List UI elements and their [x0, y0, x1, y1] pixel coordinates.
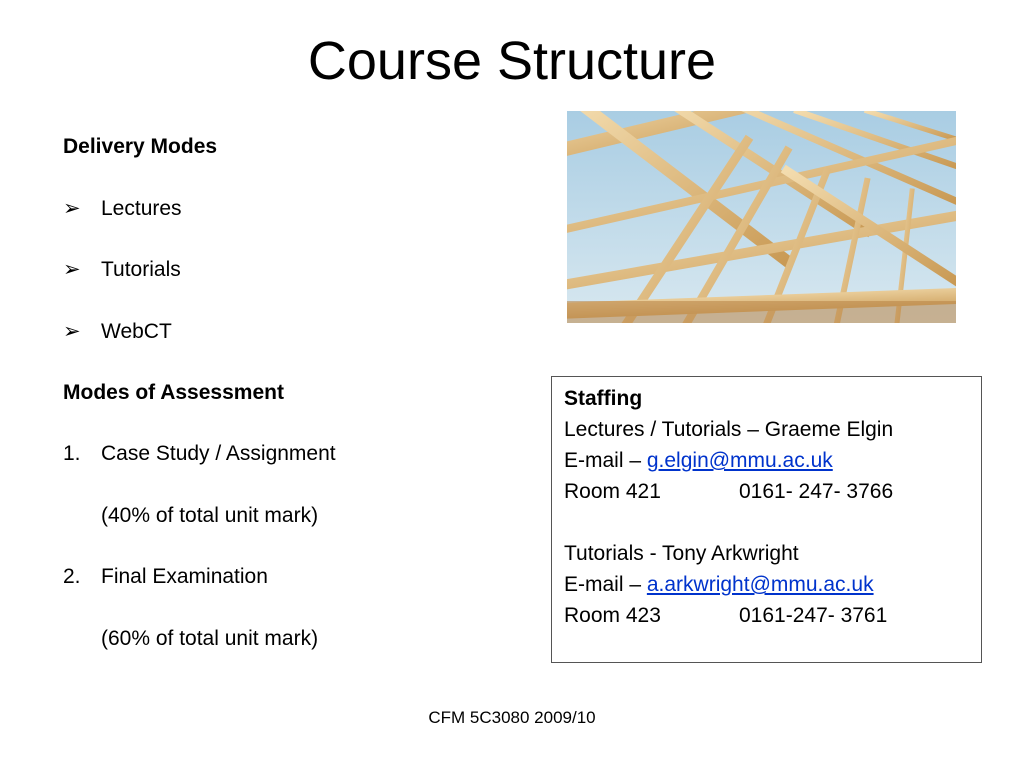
- arrow-bullet-icon: ➢: [63, 258, 81, 281]
- slide-footer: CFM 5C3080 2009/10: [428, 708, 596, 727]
- lecturer-phone: 0161- 247- 3766: [739, 480, 894, 503]
- delivery-item-lectures: Lectures: [101, 197, 182, 220]
- roof-timber-frame-photo: [567, 111, 956, 323]
- assessment-item-label: Case Study / Assignment: [101, 442, 336, 465]
- arrow-bullet-icon: ➢: [63, 320, 81, 343]
- tutor-email-link[interactable]: a.arkwright@mmu.ac.uk: [646, 573, 874, 596]
- slide-title: Course Structure: [307, 31, 717, 91]
- tutor-line: Tutorials - Tony Arkwright: [564, 542, 799, 565]
- staffing-heading: Staffing: [564, 387, 643, 410]
- delivery-modes-heading: Delivery Modes: [63, 135, 218, 158]
- lecturer-line: Lectures / Tutorials – Graeme Elgin: [564, 418, 894, 441]
- tutor-room: Room 423: [564, 604, 661, 627]
- delivery-item-tutorials: Tutorials: [101, 258, 181, 281]
- delivery-item-webct: WebCT: [101, 320, 172, 343]
- lecturer-email-row: [564, 448, 833, 474]
- assessment-item-label: Final Examination: [101, 565, 268, 588]
- tutor-email-row: [564, 572, 874, 598]
- assessment-heading: Modes of Assessment: [63, 381, 284, 404]
- lecturer-email-link[interactable]: g.elgin@mmu.ac.uk: [646, 449, 833, 472]
- staffing-box: [551, 376, 982, 663]
- assessment-number: 1.: [63, 442, 81, 465]
- email-prefix: E-mail –: [564, 449, 647, 472]
- lecturer-room: Room 421: [564, 480, 661, 503]
- lecturer-contact-row: [564, 479, 964, 505]
- arrow-bullet-icon: ➢: [63, 197, 81, 220]
- tutor-contact-row: [564, 603, 964, 629]
- assessment-item-weight: (40% of total unit mark): [101, 504, 319, 527]
- tutor-phone: 0161-247- 3761: [739, 604, 888, 627]
- email-prefix: E-mail –: [564, 573, 647, 596]
- assessment-number: 2.: [63, 565, 81, 588]
- assessment-item-weight: (60% of total unit mark): [101, 627, 319, 650]
